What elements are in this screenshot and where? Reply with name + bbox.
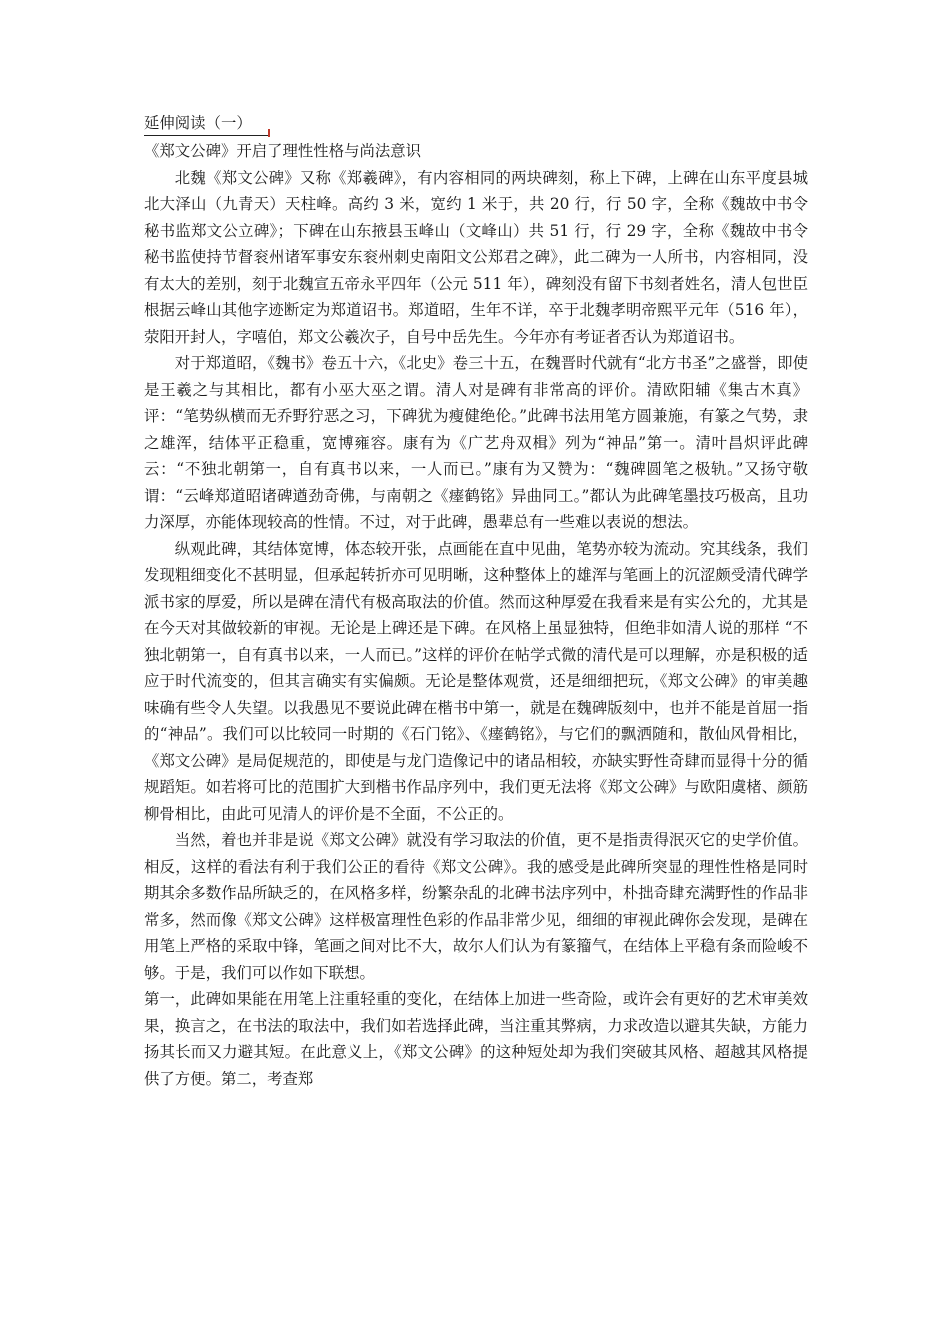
paragraph-2: 对于郑道昭，《魏书》卷五十六，《北史》卷三十五，在魏晋时代就有“北方书圣”之盛誉，即使是王羲之与其相比，都有小巫大巫之谓。清人对是碑有非常高的评价。清欧阳辅《集古木真》评：“笔势纵横而无乔野狞恶之习，下碑犹为瘦健绝伦。”此碑书法用笔方圆兼施，有篆之气势，隶之雄浑，结体平正稳重，宽博雍容。康有为《广艺舟双楫》列为“神品”第一。清叶昌炽评此碑云：“不独北朝第一，自有真书以来，一人而已。”康有为又赞为：“魏碑圆笔之极轨。”又扬守敬谓：“云峰郑道昭诸碑遒劲奇佛，与南朝之《瘗鹤铭》异曲同工。”都认为此碑笔墨技巧极高，且功力深厚，亦能体现较高的性情。不过，对于此碑，愚辈总有一些难以表说的想法。 (144, 354, 808, 531)
paragraph-1: 北魏《郑文公碑》又称《郑羲碑》，有内容相同的两块碑刻，称上下碑，上碑在山东平度县城北大泽山（九青天）天柱峰。高约 3 米，宽约 1 米于，共 20 行，行 50 字，全称《魏故中书令秘书监郑文公立碑》；下碑在山东掖县玉峰山（文峰山）共 51 行，行 29 字，全称《魏故中书令秘书监使持节督衮州诸军事安东衮州刺史南阳文公郑君之碑》，此二碑为一人所书，内容相同，没有太大的差别，刻于北魏宣五帝永平四年（公元 511 年），碑刻没有留下书刻者姓名，清人包世臣根据云峰山其他字迹断定为郑道诏书。郑道昭，生年不详，卒于北魏孝明帝熙平元年（516 年），荥阳开封人，字嘻伯，郑文公羲次子，自号中岳先生。今年亦有考证者否认为郑道诏书。 (144, 168, 808, 346)
article-title: 《郑文公碑》开启了理性性格与尚法意识 (144, 142, 422, 160)
section-heading-text: 延伸阅读（一） (144, 114, 252, 132)
paragraph-3: 纵观此碑，其结体宽博，体态较开张，点画能在直中见曲，笔势亦较为流动。究其线条，我们发现粗细变化不甚明显，但承起转折亦可见明晰，这种整体上的雄浑与笔画上的沉涩颇受清代碑学派书家的厚爱，所以是碑在清代有极高取法的价值。然而这种厚爱在我看来是有实公允的，尤其是在今天对其做较新的审视。无论是上碑还是下碑。在风格上虽显独特，但绝非如清人说的那样 “不独北朝第一，自有真书以来，一人而已。”这样的评价在帖学式微的清代是可以理解，亦是积极的适应于时代流变的，但其言确实有实偏颇。无论是整体观赏，还是细细把玩，《郑文公碑》的审美趣味确有些令人失望。以我愚见不要说此碑在楷书中第一，就是在魏碑版刻中，也并不能是首屈一指的“神品”。我们可以比较同一时期的《石门铭》、《瘗鹤铭》，与它们的飘洒随和，散仙风骨相比，《郑文公碑》是局促规范的，即使是与龙门造像记中的诸品相较，亦缺实野性奇肆而显得十分的循规蹈矩。如若将可比的范围扩大到楷书作品序列中，我们更无法将《郑文公碑》与欧阳虞楮、颜筋柳骨相比，由此可见清人的评价是不全面，不公正的。 (144, 539, 808, 823)
section-heading (144, 111, 270, 136)
document-page (144, 110, 808, 1092)
paragraph-4: 当然，着也并非是说《郑文公碑》就没有学习取法的价值，更不是指责得泯灭它的史学价值。相反，这样的看法有利于我们公正的看待《郑文公碑》。我的感受是此碑所突显的理性性格是同时期其余多数作品所缺乏的，在风格多样，纷繁杂乱的北碑书法序列中，朴拙奇肆充满野性的作品非常多，然而像《郑文公碑》这样极富理性色彩的作品非常少见，细细的审视此碑你会发现，是碑在用笔上严格的采取中锋，笔画之间对比不大，故尔人们认为有篆籀气，在结体上平稳有条而险峻不够。于是，我们可以作如下联想。 (144, 831, 808, 982)
paragraph-5: 第一，此碑如果能在用笔上注重轻重的变化，在结体上加进一些奇险，或许会有更好的艺术审美效果，换言之，在书法的取法中，我们如若选择此碑，当注重其弊病，力求改造以避其失缺，方能力扬其长而又力避其短。在此意义上，《郑文公碑》的这种短处却为我们突破其风格、超越其风格提供了方便。第二，考查郑 (144, 990, 808, 1088)
heading-underline-mark (268, 129, 270, 137)
